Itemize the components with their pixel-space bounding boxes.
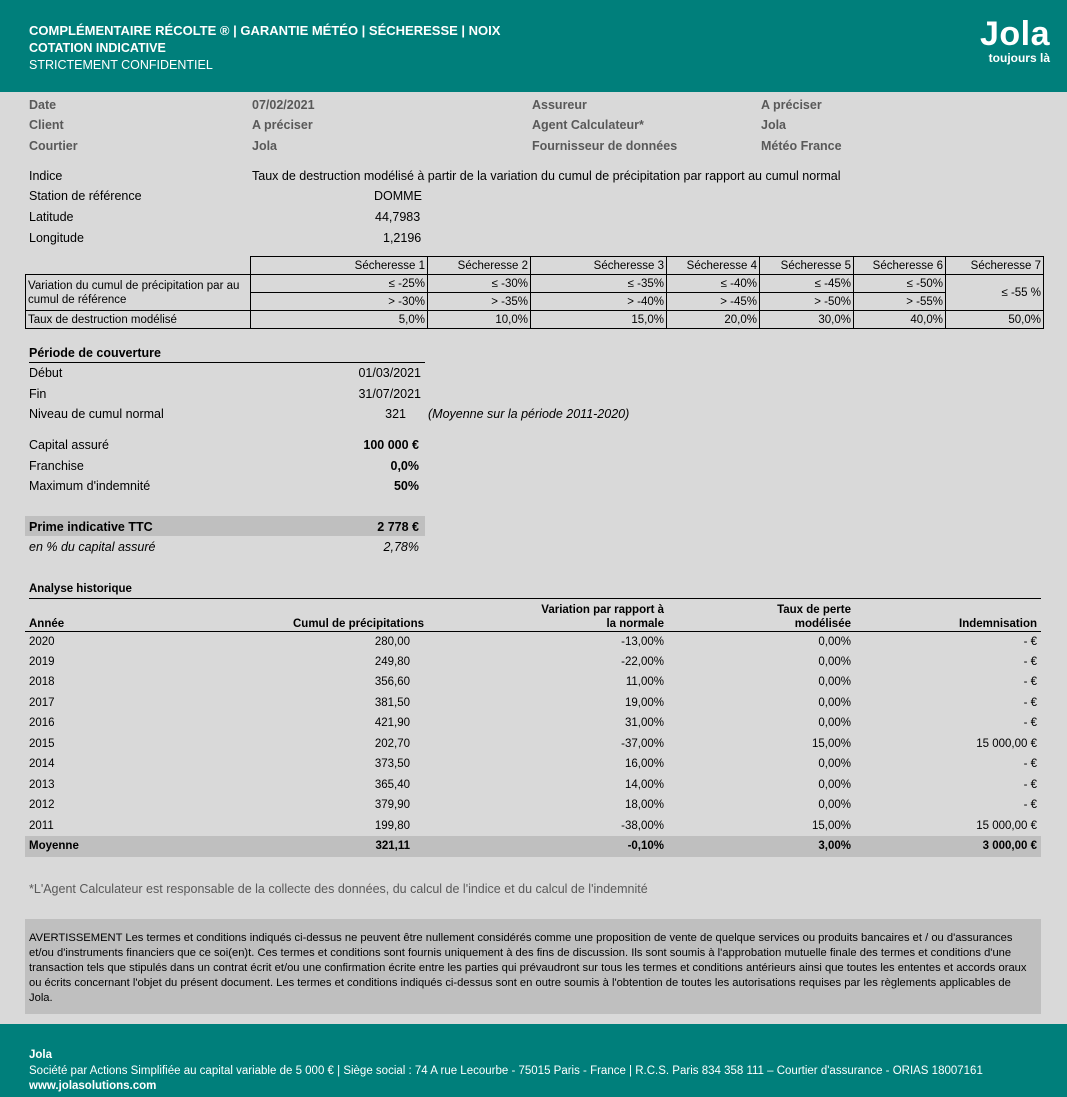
historique-row	[25, 795, 1041, 816]
row-annee: 2011	[29, 819, 54, 832]
row-cumul: 421,90	[374, 717, 410, 730]
warning-box: AVERTISSEMENT Les termes et conditions indiqués ci-dessus ne peuvent être nullement considérés comme une proposition de vente de quelque services ou produits bancaires et / ou d'assurances et/ou d'instruments financiers que ce soi(en)t. Ces termes et conditions sont fournis uniquement à des fins de discussion. Ils sont soumis à l'approbation mutuelle finale des termes et conditions d'une transaction tels que stipulés dans un contrat écrit et/ou une confirmation écrite entre les parties qui prévaudront sur tous les termes et conditions antérieurs ainsi que toutes les ententes et accords oraux ou écrits concernant l'objet du présent document. Les termes et conditions indiqués ci-dessus sont en outre soumis à l'obtention de toutes les autorisations requises par les règlements applicables de Jola.	[25, 919, 1041, 1014]
row-indemnisation: - €	[1023, 655, 1037, 668]
taux-value: 15,0%	[531, 311, 667, 329]
row-variation: 11,00%	[625, 676, 664, 689]
row-cumul: 202,70	[374, 737, 410, 750]
courtier-value: Jola	[252, 139, 278, 153]
prime-value: 2 778 €	[377, 520, 419, 534]
historique-row	[25, 775, 1041, 796]
station-value: DOMME	[374, 189, 422, 203]
longitude-row	[29, 231, 1039, 249]
row-taux: 0,00%	[818, 758, 851, 771]
col-indemnisation: Indemnisation	[959, 617, 1037, 630]
taux-value: 50,0%	[946, 311, 1044, 329]
row-indemnisation: - €	[1023, 799, 1037, 812]
row-annee: 2016	[29, 717, 55, 730]
secheresse-header: Sécheresse 2	[428, 257, 531, 275]
debut-value: 01/03/2021	[358, 366, 421, 380]
row-annee: 2014	[29, 758, 55, 771]
row-taux: 0,00%	[818, 717, 851, 730]
col-taux	[668, 597, 855, 631]
niveau-value: 321	[385, 407, 406, 421]
row-annee: 2013	[29, 778, 55, 791]
prime-label: Prime indicative TTC	[29, 520, 153, 534]
variation-lower: > -40%	[531, 293, 667, 311]
historique-body	[25, 631, 1041, 836]
row-taux: 0,00%	[818, 635, 851, 648]
pct-label: en % du capital assuré	[29, 540, 156, 554]
row-variation: 16,00%	[624, 758, 664, 771]
row-cumul: 280,00	[374, 635, 410, 648]
franchise-value: 0,0%	[390, 459, 419, 473]
jola-logo	[960, 16, 1050, 64]
variation-upper: ≤ -30%	[428, 275, 531, 293]
taux-value: 30,0%	[760, 311, 854, 329]
col-cumul: Cumul de précipitations	[293, 617, 424, 630]
courtier-label: Courtier	[29, 139, 78, 153]
moyenne-variation: -0,10%	[428, 836, 668, 857]
info-row-date	[29, 98, 1039, 116]
moyenne-indemnisation: 3 000,00 €	[855, 836, 1041, 857]
maximum-label: Maximum d'indemnité	[29, 479, 151, 493]
row-indemnisation: 15 000,00 €	[976, 819, 1037, 832]
pct-value: 2,78%	[383, 540, 419, 554]
fin-row	[29, 387, 649, 405]
client-value: A préciser	[252, 118, 313, 132]
row-indemnisation: - €	[1023, 717, 1037, 730]
fournisseur-label: Fournisseur de données	[532, 139, 678, 153]
info-row-courtier	[29, 139, 1039, 157]
row-annee: 2017	[29, 696, 55, 709]
row-cumul: 356,60	[374, 676, 410, 689]
latitude-row	[29, 210, 1039, 228]
taux-value: 10,0%	[428, 311, 531, 329]
document-subtitle: COTATION INDICATIVE	[29, 41, 166, 55]
row-indemnisation: - €	[1023, 758, 1037, 771]
periode-title: Période de couverture	[29, 346, 425, 363]
secheresse-header-row	[26, 257, 1044, 275]
assureur-label: Assureur	[532, 98, 587, 112]
row-annee: 2015	[29, 737, 55, 750]
empty-cell	[26, 257, 251, 275]
row-indemnisation: - €	[1023, 696, 1037, 709]
historique-row	[25, 713, 1041, 734]
row-taux: 0,00%	[818, 655, 851, 668]
historique-row	[25, 631, 1041, 652]
row-cumul: 365,40	[374, 778, 410, 791]
date-label: Date	[29, 98, 57, 112]
assureur-value: A préciser	[761, 98, 822, 112]
secheresse-header: Sécheresse 1	[251, 257, 428, 275]
row-taux: 0,00%	[818, 696, 851, 709]
fournisseur-value: Météo France	[761, 139, 842, 153]
niveau-note: (Moyenne sur la période 2011-2020)	[428, 407, 630, 421]
col-taux-line1: Taux de perte	[777, 603, 851, 616]
variation-last: ≤ -55 %	[946, 275, 1044, 311]
row-annee: 2019	[29, 655, 55, 668]
variation-upper: ≤ -45%	[760, 275, 854, 293]
agent-value: Jola	[761, 118, 787, 132]
taux-value: 40,0%	[854, 311, 946, 329]
historique-row	[25, 672, 1041, 693]
historique-title: Analyse historique	[29, 583, 1041, 599]
col-variation	[428, 597, 668, 631]
capital-row	[29, 438, 649, 456]
station-row	[29, 189, 1039, 207]
secheresse-table	[25, 256, 1044, 329]
row-taux: 0,00%	[818, 778, 851, 791]
secheresse-header: Sécheresse 5	[760, 257, 854, 275]
indice-value: Taux de destruction modélisé à partir de la variation du cumul de précipitation par rapport au cumul normal	[252, 169, 841, 183]
row-cumul: 249,80	[374, 655, 410, 668]
taux-value: 20,0%	[667, 311, 760, 329]
historique-header-row	[25, 597, 1041, 631]
row-variation: 31,00%	[624, 717, 664, 730]
fin-value: 31/07/2021	[358, 387, 421, 401]
row-variation: -22,00%	[621, 655, 664, 668]
info-row-client	[29, 118, 1039, 136]
maximum-value: 50%	[393, 479, 419, 493]
moyenne-label: Moyenne	[25, 836, 175, 857]
header-banner	[0, 0, 1067, 92]
taux-value: 5,0%	[251, 311, 428, 329]
variation-upper-row	[26, 275, 1044, 293]
variation-lower: > -45%	[667, 293, 760, 311]
moyenne-row	[25, 836, 1041, 857]
longitude-value: 1,2196	[383, 231, 422, 245]
row-cumul: 199,80	[374, 819, 410, 832]
row-variation: -13,00%	[621, 635, 664, 648]
row-taux: 0,00%	[818, 799, 851, 812]
row-variation: -38,00%	[621, 819, 664, 832]
row-variation: -37,00%	[621, 737, 664, 750]
col-annee: Année	[29, 617, 65, 630]
col-variation-line2: la normale	[606, 617, 664, 630]
longitude-label: Longitude	[29, 231, 84, 245]
latitude-label: Latitude	[29, 210, 74, 224]
prime-row	[29, 520, 649, 538]
client-label: Client	[29, 118, 64, 132]
secheresse-header: Sécheresse 4	[667, 257, 760, 275]
variation-lower: > -55%	[854, 293, 946, 311]
taux-row	[26, 311, 1044, 329]
document-title: COMPLÉMENTAIRE RÉCOLTE ® | GARANTIE MÉTÉO | SÉCHERESSE | NOIX	[29, 23, 501, 38]
variation-upper: ≤ -35%	[531, 275, 667, 293]
row-cumul: 381,50	[374, 696, 410, 709]
row-cumul: 379,90	[374, 799, 410, 812]
variation-lower: > -35%	[428, 293, 531, 311]
franchise-label: Franchise	[29, 459, 84, 473]
variation-label: Variation du cumul de précipitation par au cumul de référence	[26, 275, 251, 311]
footer-legal: Société par Actions Simplifiée au capital variable de 5 000 € | Siège social : 74 A rue Lecourbe - 75015 Paris - France | R.C.S. Paris 834 358 111 – Courtier d'assurance - ORIAS 18007161	[29, 1065, 983, 1077]
row-annee: 2020	[29, 635, 55, 648]
historique-row	[25, 652, 1041, 673]
footnote: *L'Agent Calculateur est responsable de la collecte des données, du calcul de l'indice et du calcul de l'indemnité	[29, 882, 648, 896]
historique-row	[25, 693, 1041, 714]
variation-lower: > -50%	[760, 293, 854, 311]
row-indemnisation: - €	[1023, 676, 1037, 689]
logo-name: Jola	[979, 15, 1050, 53]
capital-label: Capital assuré	[29, 438, 109, 452]
row-variation: 14,00%	[624, 778, 664, 791]
moyenne-taux: 3,00%	[668, 836, 855, 857]
footer-company: Jola	[29, 1049, 53, 1061]
row-indemnisation: - €	[1023, 635, 1037, 648]
row-variation: 19,00%	[624, 696, 664, 709]
variation-lower: > -30%	[251, 293, 428, 311]
variation-upper: ≤ -40%	[667, 275, 760, 293]
historique-table	[25, 597, 1041, 857]
moyenne-cumul: 321,11	[175, 836, 428, 857]
col-taux-line2: modélisée	[794, 617, 851, 630]
footer	[0, 1024, 1067, 1097]
secheresse-header: Sécheresse 6	[854, 257, 946, 275]
debut-row	[29, 366, 649, 384]
niveau-label: Niveau de cumul normal	[29, 407, 164, 421]
variation-upper: ≤ -50%	[854, 275, 946, 293]
taux-label: Taux de destruction modélisé	[26, 311, 251, 329]
row-variation: 18,00%	[624, 799, 664, 812]
niveau-row	[29, 407, 649, 425]
pct-row	[29, 540, 649, 558]
row-cumul: 373,50	[374, 758, 410, 771]
col-variation-line1: Variation par rapport à	[541, 603, 664, 616]
row-taux: 15,00%	[811, 819, 851, 832]
fin-label: Fin	[29, 387, 47, 401]
agent-label: Agent Calculateur*	[532, 118, 644, 132]
row-annee: 2012	[29, 799, 55, 812]
row-taux: 15,00%	[811, 737, 851, 750]
secheresse-header: Sécheresse 7	[946, 257, 1044, 275]
footer-website[interactable]: www.jolasolutions.com	[29, 1080, 157, 1092]
station-label: Station de référence	[29, 189, 142, 203]
row-taux: 0,00%	[818, 676, 851, 689]
historique-row	[25, 816, 1041, 837]
indice-row	[29, 169, 1039, 187]
franchise-row	[29, 459, 649, 477]
confidential-label: STRICTEMENT CONFIDENTIEL	[29, 58, 213, 72]
latitude-value: 44,7983	[375, 210, 421, 224]
indice-label: Indice	[29, 169, 63, 183]
maximum-row	[29, 479, 649, 497]
historique-row	[25, 754, 1041, 775]
row-indemnisation: 15 000,00 €	[976, 737, 1037, 750]
historique-row	[25, 734, 1041, 755]
variation-upper: ≤ -25%	[251, 275, 428, 293]
debut-label: Début	[29, 366, 63, 380]
row-indemnisation: - €	[1023, 778, 1037, 791]
date-value: 07/02/2021	[252, 98, 315, 112]
secheresse-header: Sécheresse 3	[531, 257, 667, 275]
logo-tagline: toujours là	[988, 51, 1050, 65]
row-annee: 2018	[29, 676, 55, 689]
capital-value: 100 000 €	[363, 438, 419, 452]
